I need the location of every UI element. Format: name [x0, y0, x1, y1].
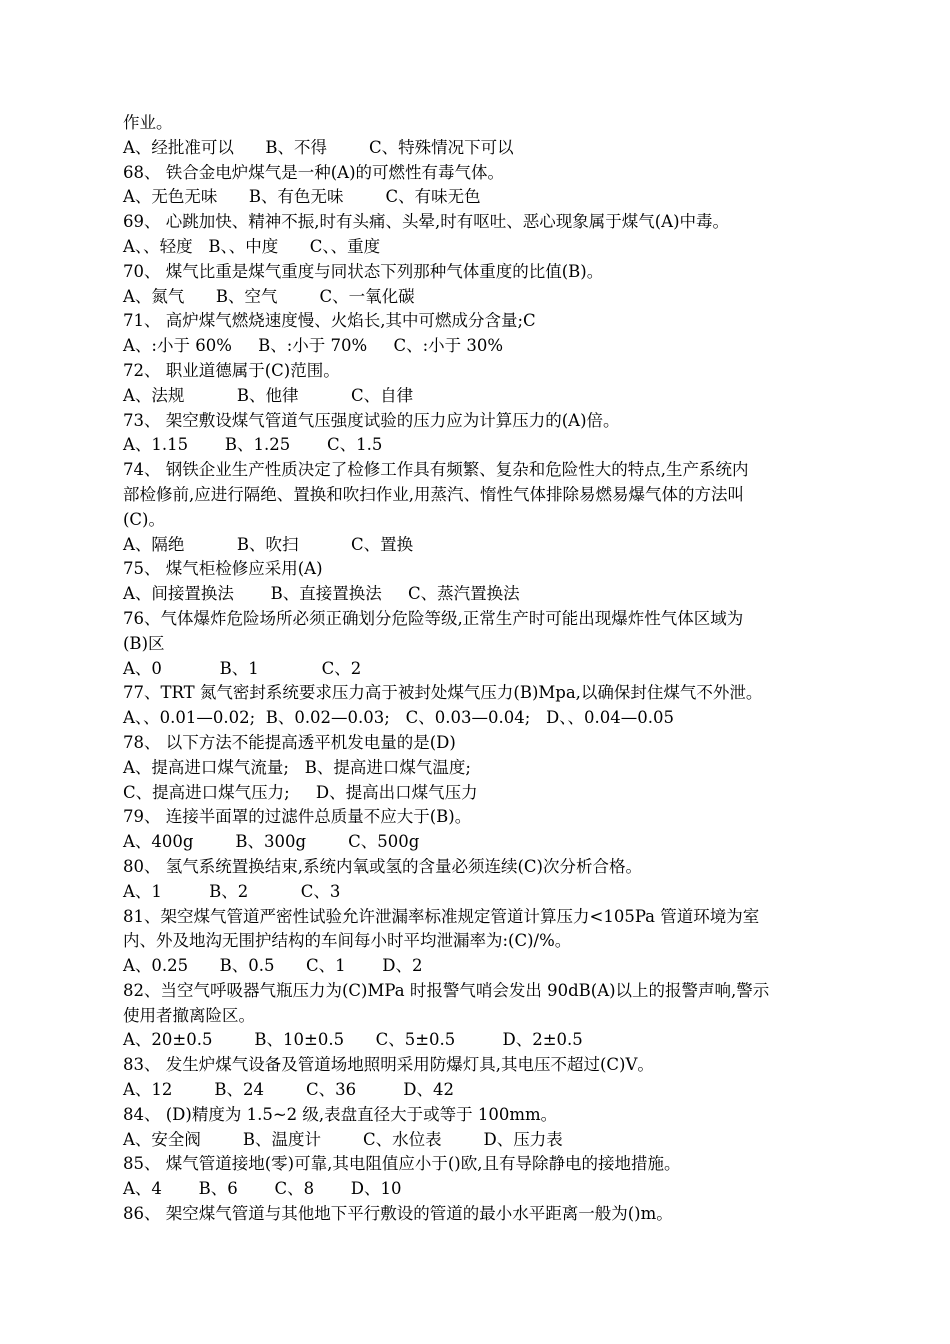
- text-line: 作业。: [123, 113, 173, 132]
- text-line: 84、 (D)精度为 1.5~2 级,表盘直径大于或等于 100mm。: [123, 1104, 558, 1124]
- text-line: A、0 B、1 C、2: [123, 658, 362, 678]
- text-line: A、、0.01—0.02; B、0.02—0.03; C、0.03—0.04; D、、0.04—0.05: [123, 708, 674, 728]
- text-line: 75、 煤气柜检修应采用(A): [123, 559, 323, 579]
- text-line: A、400g B、300g C、500g: [123, 832, 420, 852]
- text-line: A、安全阀 B、温度计 C、水位表 D、压力表: [123, 1129, 563, 1149]
- text-line: 内、外及地沟无围护结构的车间每小时平均泄漏率为:(C)/%。: [123, 931, 572, 951]
- text-line: 86、 架空煤气管道与其他地下平行敷设的管道的最小水平距离一般为()m。: [123, 1204, 673, 1224]
- text-line: A、隔绝 B、吹扫 C、置换: [123, 534, 414, 554]
- text-line: A、氮气 B、空气 C、一氧化碳: [123, 286, 415, 306]
- text-line: 79、 连接半面罩的过滤件总质量不应大于(B)。: [123, 807, 472, 827]
- text-line: 使用者撤离险区。: [123, 1005, 255, 1025]
- text-line: A、提高进口煤气流量; B、提高进口煤气温度;: [123, 757, 471, 777]
- document-body: [123, 111, 843, 1227]
- text-line: 82、当空气呼吸器气瓶压力为(C)MPa 时报警气哨会发出 90dB(A)以上的报警声响,警示: [123, 980, 770, 1000]
- text-line: 69、 心跳加快、精神不振,时有头痛、头晕,时有呕吐、恶心现象属于煤气(A)中毒。: [123, 212, 730, 232]
- text-line: (B)区: [123, 633, 165, 653]
- text-line: A、20±0.5 B、10±0.5 C、5±0.5 D、2±0.5: [123, 1030, 583, 1050]
- text-line: A、经批准可以 B、不得 C、特殊情况下可以: [123, 137, 514, 157]
- text-line: A、:小于 60% B、:小于 70% C、:小于 30%: [123, 336, 504, 356]
- text-line: 77、TRT 氮气密封系统要求压力高于被封处煤气压力(B)Mpa,以确保封住煤气不外泄。: [123, 683, 763, 703]
- text-line: A、12 B、24 C、36 D、42: [123, 1080, 454, 1100]
- text-line: 70、 煤气比重是煤气重度与同状态下列那种气体重度的比值(B)。: [123, 261, 604, 281]
- text-line: 85、 煤气管道接地(零)可靠,其电阻值应小于()欧,且有导除静电的接地措施。: [123, 1154, 681, 1174]
- text-line: A、无色无味 B、有色无味 C、有味无色: [123, 187, 481, 207]
- text-line: 74、 钢铁企业生产性质决定了检修工作具有频繁、复杂和危险性大的特点,生产系统内: [123, 460, 749, 480]
- text-line: A、1 B、2 C、3: [123, 881, 341, 901]
- text-line: A、法规 B、他律 C、自律: [123, 385, 414, 405]
- text-line: (C)。: [123, 509, 165, 529]
- text-line: 73、 架空敷设煤气管道气压强度试验的压力应为计算压力的(A)倍。: [123, 410, 620, 430]
- text-line: 76、气体爆炸危险场所必须正确划分危险等级,正常生产时可能出现爆炸性气体区域为: [123, 608, 744, 628]
- text-line: 81、架空煤气管道严密性试验允许泄漏率标准规定管道计算压力<105Pa 管道环境为室: [123, 906, 760, 926]
- text-line: A、0.25 B、0.5 C、1 D、2: [123, 956, 423, 976]
- text-line: A、1.15 B、1.25 C、1.5: [123, 435, 383, 455]
- text-line: 80、 氢气系统置换结束,系统内氧或氢的含量必须连续(C)次分析合格。: [123, 856, 642, 876]
- text-line: A、4 B、6 C、8 D、10: [123, 1179, 402, 1199]
- text-line: A、、轻度 B、、中度 C、、重度: [123, 236, 381, 256]
- text-line: C、提高进口煤气压力; D、提高出口煤气压力: [123, 782, 478, 802]
- text-line: 83、 发生炉煤气设备及管道场地照明采用防爆灯具,其电压不超过(C)V。: [123, 1055, 654, 1075]
- text-line: A、间接置换法 B、直接置换法 C、蒸汽置换法: [123, 584, 520, 604]
- text-line: 部检修前,应进行隔绝、置换和吹扫作业,用蒸汽、惰性气体排除易燃易爆气体的方法叫: [123, 484, 744, 504]
- text-line: 78、 以下方法不能提高透平机发电量的是(D): [123, 732, 456, 752]
- text-line: 72、 职业道德属于(C)范围。: [123, 360, 340, 380]
- text-line: 71、 高炉煤气燃烧速度慢、火焰长,其中可燃成分含量;C: [123, 311, 536, 331]
- text-line: 68、 铁合金电炉煤气是一种(A)的可燃性有毒气体。: [123, 162, 505, 182]
